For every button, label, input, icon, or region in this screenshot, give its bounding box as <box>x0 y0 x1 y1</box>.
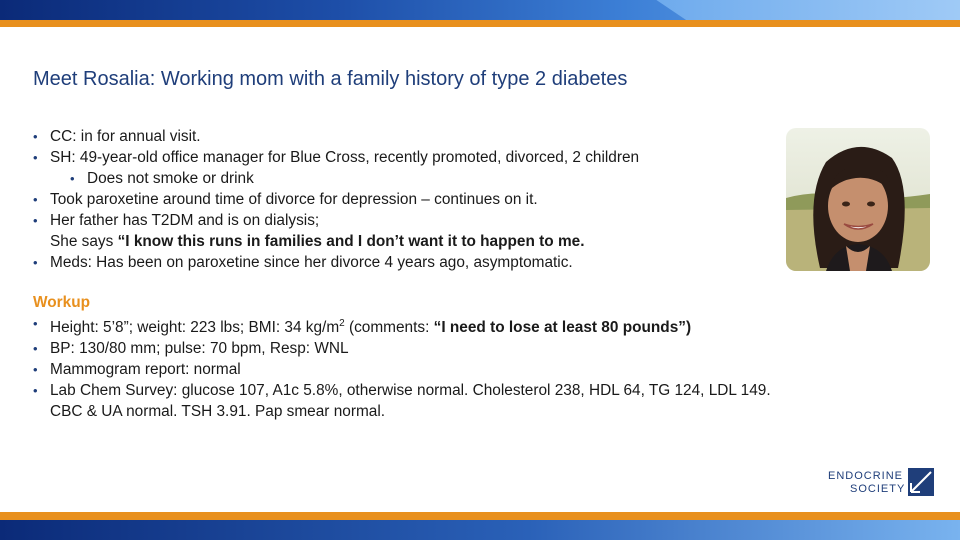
bmi-unit-superscript: 2 <box>339 318 345 329</box>
list-item <box>33 313 771 338</box>
page-title: Meet Rosalia: Working mom with a family history of type 2 diabetes <box>33 68 628 90</box>
labs-text: Lab Chem Survey: glucose 107, A1c 5.8%, otherwise normal. Cholesterol 238, HDL 64, TG 124, LDL 149. <box>50 382 771 400</box>
list-item <box>33 338 771 359</box>
list-item <box>33 126 639 147</box>
list-item <box>33 189 639 210</box>
logo-line-2: SOCIETY <box>850 483 906 495</box>
workup-section <box>33 292 771 422</box>
mammogram-text: Mammogram report: normal <box>50 361 241 379</box>
workup-heading: Workup <box>33 294 91 311</box>
labs-text-cont: CBC & UA normal. TSH 3.91. Pap smear normal. <box>50 403 386 421</box>
patient-photo <box>786 128 930 271</box>
bullet: • <box>33 362 38 378</box>
header-band <box>0 0 960 20</box>
list-item <box>33 380 771 401</box>
bullet: • <box>33 383 38 399</box>
height-text <box>50 313 691 338</box>
header-accent-rule <box>0 20 960 27</box>
height-value: Height: 5’8”; weight: 223 lbs; BMI: 34 kg/m <box>50 319 340 337</box>
header-band-slant <box>630 0 960 20</box>
bp-text: BP: 130/80 mm; pulse: 70 bpm, Resp: WNL <box>50 340 349 358</box>
logo-mark-icon <box>908 468 934 496</box>
bullet: • <box>70 171 75 186</box>
bullet: • <box>33 129 38 144</box>
logo-line-1: ENDOCRINE <box>828 470 904 482</box>
quote-line <box>33 231 639 252</box>
paroxetine-text: Took paroxetine around time of divorce for depression – continues on it. <box>50 191 538 208</box>
sh-text: SH: 49-year-old office manager for Blue Cross, recently promoted, divorced, 2 children <box>50 149 640 166</box>
bullet: • <box>33 341 38 357</box>
bullet: • <box>33 150 38 165</box>
meds-text: Meds: Has been on paroxetine since her divorce 4 years ago, asymptomatic. <box>50 254 573 271</box>
comment-prefix: (comments: <box>344 319 434 337</box>
patient-photo-illustration <box>786 128 930 271</box>
list-item <box>33 147 639 168</box>
history-list <box>33 126 639 273</box>
list-item <box>33 210 639 231</box>
list-item-continuation <box>33 401 771 422</box>
bullet: • <box>33 213 38 228</box>
list-item <box>33 359 771 380</box>
weight-comment: “I need to lose at least 80 pounds”) <box>433 319 692 337</box>
patient-quote: “I know this runs in families and I don’t want it to happen to me. <box>117 233 585 250</box>
bullet: • <box>33 316 38 331</box>
bullet: • <box>33 192 38 207</box>
sh-sub-text: Does not smoke or drink <box>87 170 254 187</box>
quote-prefix: She says <box>50 233 118 250</box>
footer-band <box>0 520 960 540</box>
endocrine-society-logo <box>828 468 934 498</box>
father-text: Her father has T2DM and is on dialysis; <box>50 212 320 229</box>
sub-list-item <box>33 168 639 189</box>
list-item <box>33 252 639 273</box>
bullet: • <box>33 255 38 270</box>
footer-accent-rule <box>0 512 960 520</box>
cc-text: CC: in for annual visit. <box>50 128 201 145</box>
